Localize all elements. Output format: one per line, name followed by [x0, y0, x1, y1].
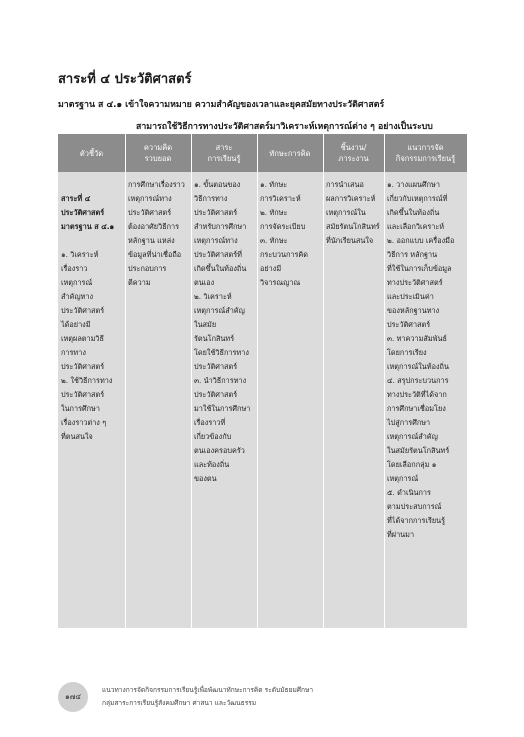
header-work-tasks: ชิ้นงาน/ ภาระงาน [338, 143, 369, 163]
column-divider [257, 134, 258, 628]
header-concept: ความคิด รวบยอด [143, 143, 173, 163]
cell-concept: การศึกษาเรื่องราว เหตุการณ์ทาง ประวัติศาสตร์ ต้องอาศัยวิธีการ หลักฐาน แหล่ง ข้อมูลที่น่าเชื่อถือ ประกอบการ ตีความ [128, 180, 185, 287]
footer-text [102, 684, 313, 710]
column-divider [125, 134, 126, 628]
column-divider [384, 134, 385, 628]
standard-statement [58, 94, 478, 138]
header-content: สาระ การเรียนรู้ [207, 143, 241, 163]
curriculum-table [58, 134, 467, 628]
section-heading: สาระที่ ๔ ประวัติศาสตร์ [58, 72, 192, 87]
indicators-title: สาระที่ ๔ ประวัติศาสตร์ มาตรฐาน ส ๔.๑ [61, 194, 115, 231]
page-number-badge [58, 682, 88, 712]
header-indicators: ตัวชี้วัด [79, 148, 104, 158]
page-number: ๑๗๔ [64, 692, 82, 701]
column-divider [323, 134, 324, 628]
header-thinking-skills: ทักษะการคิด [269, 148, 311, 158]
header-activities: แนวการจัด กิจกรรมการเรียนรู้ [395, 143, 456, 163]
standard-line-2: สามารถใช้วิธีการทางประวัติศาสตร์มาวิเคราะห์เหตุการณ์ต่าง ๆ อย่างเป็นระบบ [136, 122, 433, 132]
table-header [58, 134, 467, 172]
cell-indicators [61, 178, 123, 458]
cell-content: ๑. ขั้นตอนของ วิธีการทาง ประวัติศาสตร์ สำหรับการศึกษา เหตุการณ์ทาง ประวัติศาสตร์ที่ เกิดขึ้นในท้องถิ่น ตนเอง ๒. วิเคราะห์ เหตุการณ์สำคัญ ในสมัย รัตนโกสินทร์ โดยใช้วิธีการทาง ประวัติศาสตร์ ๓. นำวิธีการทาง ประวัติศาสตร์ มาใช้ในการศึกษา เรื่องราวที่ เกี่ยวข้องกับ ตนเองครอบครัว และท้องถิ่น ของตน [194, 180, 251, 483]
cell-activities: ๑. วางแผนศึกษา เกี่ยวกับเหตุการณ์ที่ เกิดขึ้นในท้องถิ่น และเลือกวิเคราะห์ ๒. ออกแบบ เครื่องมือ วิธีการ หลักฐาน ที่ใช้ในการเก็บข้อมูล ทางประวัติศาสตร์ และประเมินค่า ของหลักฐานทาง ประวัติศาสตร์ ๓. ทาความสัมพันธ์ โดยการเรียง เหตุการณ์ในท้องถิ่น ๔. สรุปกระบวนการ ทางประวัติที่ได้จาก การศึกษาเชื่อมโยง ไปสู่การศึกษา เหตุการณ์สำคัญ ในสมัยรัตนโกสินทร์ โดยเลือกกลุ่ม ๑ เหตุการณ์ ๕. ดำเนินการ ตามประสบการณ์ ที่ได้จากการเรียนรู้ ที่ผ่านมา [387, 180, 455, 539]
footer-line-1: แนวทางการจัดกิจกรรมการเรียนรู้เพื่อพัฒนาทักษะการคิด ระดับมัธยมศึกษา [102, 686, 314, 694]
cell-thinking-skills: ๑. ทักษะ การวิเคราะห์ ๒. ทักษะ การจัดระเบียบ ๓. ทักษะ กระบวนการคิด อย่างมี วิจารณญาณ [260, 180, 309, 287]
footer-line-2: กลุ่มสาระการเรียนรู้สังคมศึกษา ศาสนา และวัฒนธรรม [102, 699, 257, 707]
page-footer [58, 680, 478, 716]
standard-line-1: มาตรฐาน ส ๔.๑ เข้าใจความหมาย ความสำคัญของเวลาและยุคสมัยทางประวัติศาสตร์ [58, 100, 385, 110]
indicators-body: ๑. วิเคราะห์ เรื่องราว เหตุการณ์ สำคัญทาง ประวัติศาสตร์ ได้อย่างมี เหตุผลตามวิธี การทาง ประวัติศาสตร์ ๒. ใช้วิธีการทาง ประวัติศาสตร์ ในการศึกษา เรื่องราวต่าง ๆ ที่ตนสนใจ [61, 250, 113, 441]
cell-work-tasks: การนำเสนอ ผลการวิเคราะห์ เหตุการณ์ใน สมัยรัตนโกสินทร์ ที่นักเรียนสนใจ [326, 180, 380, 245]
column-divider [191, 134, 192, 628]
